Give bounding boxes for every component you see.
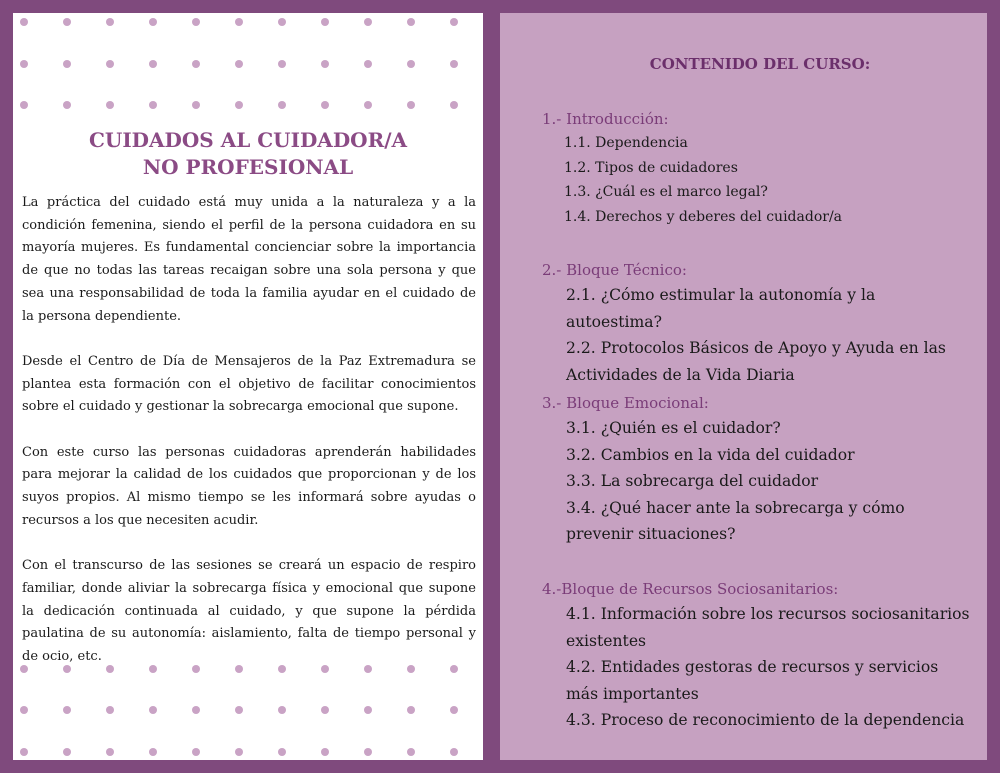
- decorative-dot: [192, 748, 200, 756]
- decorative-dot: [20, 748, 28, 756]
- toc-item: 3.2. Cambios en la vida del cuidador: [566, 445, 855, 464]
- decorative-dot: [321, 60, 329, 68]
- decorative-dot: [450, 665, 458, 673]
- toc-item: 1.2. Tipos de cuidadores: [564, 159, 738, 176]
- paragraph-3: Con este curso las personas cuidadoras aprenderán habilidades para mejorar la calidad de los cuidados que proporcionan y de los suyos propios. Al mismo tiempo se les informará sobre ayudas o recursos a los que necesiten acudir.: [22, 444, 476, 528]
- toc-item: 1.3. ¿Cuál es el marco legal?: [564, 184, 768, 200]
- decorative-dot: [278, 60, 286, 68]
- decorative-dot: [192, 101, 200, 109]
- decorative-dot: [235, 101, 243, 109]
- toc-item: 4.2. Entidades gestoras de recursos y servicios más importantes: [566, 658, 939, 703]
- toc-item: 4.3. Proceso de reconocimiento de la dependencia: [566, 711, 965, 729]
- decorative-dot: [63, 665, 71, 673]
- toc-item: 3.3. La sobrecarga del cuidador: [566, 472, 819, 490]
- decorative-dot: [235, 60, 243, 68]
- decorative-dot: [63, 101, 71, 109]
- section-title: 3.- Bloque Emocional:: [542, 394, 709, 412]
- decorative-dot: [321, 665, 329, 673]
- decorative-dot: [407, 748, 415, 756]
- top-dot-pattern: [13, 13, 483, 113]
- decorative-dot: [364, 18, 372, 26]
- decorative-dot: [364, 748, 372, 756]
- paragraph-1: La práctica del cuidado está muy unida a la naturaleza y a la condición femenina, siendo el perfil de la persona cuidadora en su mayoría mujeres. Es fundamental concienciar sobre la importancia de que no todas las tareas recaigan sobre una sola persona y que sea una responsabilidad de toda la familia ayudar en el cuidado de la persona dependiente.: [22, 195, 476, 324]
- decorative-dot: [192, 60, 200, 68]
- section-title: 2.- Bloque Técnico:: [542, 261, 687, 279]
- toc-item: 3.1. ¿Quién es el cuidador?: [566, 419, 781, 437]
- decorative-dot: [20, 665, 28, 673]
- decorative-dot: [364, 101, 372, 109]
- decorative-dot: [321, 748, 329, 756]
- decorative-dot: [321, 18, 329, 26]
- section-title: 1.- Introducción:: [542, 110, 669, 128]
- decorative-dot: [364, 60, 372, 68]
- decorative-dot: [364, 706, 372, 714]
- decorative-dot: [106, 706, 114, 714]
- decorative-dot: [192, 665, 200, 673]
- left-panel: [13, 13, 483, 760]
- section-introduccion: [542, 107, 972, 229]
- decorative-dot: [321, 706, 329, 714]
- decorative-dot: [192, 706, 200, 714]
- paragraph-2: Desde el Centro de Día de Mensajeros de la Paz Extremadura se plantea esta formación con el objetivo de facilitar conocimientos sobre el cuidado y gestionar la sobrecarga emocional que supone.: [22, 353, 476, 415]
- toc-heading: CONTENIDO DEL CURSO:: [649, 55, 871, 73]
- decorative-dot: [149, 18, 157, 26]
- course-title-line-2: NO PROFESIONAL: [142, 155, 354, 179]
- decorative-dot: [20, 706, 28, 714]
- decorative-dot: [20, 60, 28, 68]
- decorative-dot: [149, 706, 157, 714]
- decorative-dot: [63, 18, 71, 26]
- course-title-line-1: CUIDADOS AL CUIDADOR/A: [88, 128, 408, 152]
- decorative-dot: [63, 60, 71, 68]
- decorative-dot: [106, 748, 114, 756]
- decorative-dot: [149, 748, 157, 756]
- decorative-dot: [450, 18, 458, 26]
- bottom-dot-pattern: [13, 653, 483, 760]
- decorative-dot: [20, 101, 28, 109]
- section-bloque-tecnico: [542, 258, 972, 388]
- decorative-dot: [321, 101, 329, 109]
- section-recursos-sociosanitarios: [542, 577, 972, 734]
- decorative-dot: [450, 101, 458, 109]
- decorative-dot: [278, 101, 286, 109]
- decorative-dot: [278, 665, 286, 673]
- decorative-dot: [407, 60, 415, 68]
- decorative-dot: [106, 665, 114, 673]
- decorative-dot: [407, 101, 415, 109]
- decorative-dot: [149, 60, 157, 68]
- decorative-dot: [450, 748, 458, 756]
- decorative-dot: [235, 748, 243, 756]
- decorative-dot: [278, 748, 286, 756]
- decorative-dot: [149, 665, 157, 673]
- toc-item: 4.1. Información sobre los recursos sociosanitarios existentes: [566, 605, 970, 650]
- decorative-dot: [407, 706, 415, 714]
- decorative-dot: [63, 748, 71, 756]
- decorative-dot: [407, 665, 415, 673]
- toc-item: 1.1. Dependencia: [564, 135, 688, 151]
- decorative-dot: [235, 18, 243, 26]
- decorative-dot: [364, 665, 372, 673]
- section-title: 4.-Bloque de Recursos Sociosanitarios:: [542, 580, 839, 598]
- toc-item: 2.1. ¿Cómo estimular la autonomía y la autoestima?: [566, 286, 876, 331]
- decorative-dot: [106, 101, 114, 109]
- decorative-dot: [235, 706, 243, 714]
- decorative-dot: [192, 18, 200, 26]
- decorative-dot: [106, 18, 114, 26]
- paragraph-4: Con el transcurso de las sesiones se creará un espacio de respiro familiar, donde aliviar la sobrecarga física y emocional que supone la dedicación continuada al cuidado, y que supone la pérdida paulatina de su autonomía: aislamiento, falta de tiempo personal y de ocio, etc.: [22, 558, 476, 665]
- section-bloque-emocional: [542, 391, 972, 548]
- decorative-dot: [407, 18, 415, 26]
- toc-item: 3.4. ¿Qué hacer ante la sobrecarga y cómo prevenir situaciones?: [566, 498, 905, 543]
- decorative-dot: [63, 706, 71, 714]
- course-title: [13, 127, 483, 181]
- toc-item: 2.2. Protocolos Básicos de Apoyo y Ayuda en las Actividades de la Vida Diaria: [566, 339, 946, 384]
- toc-item: 1.4. Derechos y deberes del cuidador/a: [564, 208, 843, 225]
- decorative-dot: [450, 60, 458, 68]
- decorative-dot: [149, 101, 157, 109]
- decorative-dot: [235, 665, 243, 673]
- decorative-dot: [20, 18, 28, 26]
- decorative-dot: [278, 18, 286, 26]
- intro-text: [22, 192, 476, 691]
- decorative-dot: [450, 706, 458, 714]
- right-panel: [500, 13, 987, 760]
- decorative-dot: [106, 60, 114, 68]
- decorative-dot: [278, 706, 286, 714]
